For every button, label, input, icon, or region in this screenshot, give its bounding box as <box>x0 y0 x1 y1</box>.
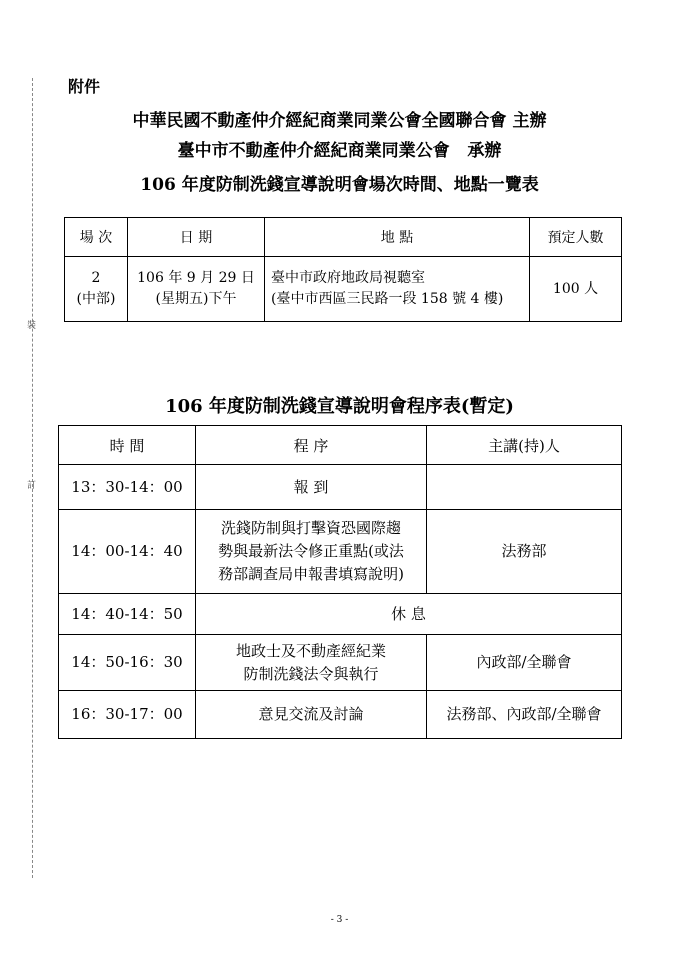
program-cell <box>196 510 427 594</box>
venue-name: 臺中市政府地政局視聽室 <box>271 270 425 286</box>
session-date: 106 年 9 月 29 日 <box>137 270 255 286</box>
program-title: 106 年度防制洗錢宣導說明會程序表(暫定) <box>165 396 514 417</box>
session-weekday-time: (星期五)下午 <box>155 291 237 307</box>
co-organizer-heading: 臺中市不動產仲介經紀商業同業公會 承辦 <box>177 141 502 161</box>
page-number: - 3 - <box>330 915 349 925</box>
schedule-row <box>65 257 622 322</box>
program-cell: 報 到 <box>196 465 427 510</box>
time-cell: 14：50-16：30 <box>59 635 196 691</box>
header-time: 時 間 <box>59 426 196 465</box>
location-cell <box>265 257 530 322</box>
session-number: 2 <box>91 270 101 286</box>
time-cell: 14：00-14：40 <box>59 510 196 594</box>
date-cell <box>128 257 265 322</box>
session-region: (中部) <box>76 291 116 307</box>
program-cell: 意見交流及討論 <box>196 691 427 739</box>
program-line: 地政士及不動產經紀業 <box>235 641 386 660</box>
venue-address: (臺中市西區三民路一段 158 號 4 樓) <box>271 291 504 307</box>
attachment-label: 附件 <box>68 77 101 96</box>
schedule-table <box>64 217 622 322</box>
schedule-title: 106 年度防制洗錢宣導說明會場次時間、地點一覽表 <box>140 175 539 195</box>
speaker-cell <box>427 465 622 510</box>
speaker-cell: 內政部/全聯會 <box>427 635 622 691</box>
table-row <box>59 691 622 739</box>
table-row <box>59 510 622 594</box>
session-cell <box>65 257 128 322</box>
table-row <box>59 594 622 635</box>
break-cell: 休 息 <box>196 594 622 635</box>
header-session: 場 次 <box>65 218 128 257</box>
time-cell: 14：40-14：50 <box>59 594 196 635</box>
binding-mark-bottom: 訂 <box>27 481 37 491</box>
header-speaker: 主講(持)人 <box>427 426 622 465</box>
capacity-cell: 100 人 <box>530 257 622 322</box>
program-cell <box>196 635 427 691</box>
program-table <box>58 425 622 739</box>
program-header-row <box>59 426 622 465</box>
table-row <box>59 635 622 691</box>
time-cell: 13：30-14：00 <box>59 465 196 510</box>
header-date: 日 期 <box>128 218 265 257</box>
header-program: 程 序 <box>196 426 427 465</box>
program-line: 勢與最新法令修正重點(或法 <box>218 542 404 560</box>
program-line: 防制洗錢法令與執行 <box>243 664 379 683</box>
program-line: 洗錢防制與打擊資恐國際趨 <box>220 519 401 537</box>
table-row <box>59 465 622 510</box>
binding-mark-top: 裝 <box>27 321 37 331</box>
schedule-header-row <box>65 218 622 257</box>
speaker-cell: 法務部、內政部/全聯會 <box>427 691 622 739</box>
program-line: 務部調查局申報書填寫說明) <box>218 565 404 583</box>
organizer-heading: 中華民國不動產仲介經紀商業同業公會全國聯合會 主辦 <box>132 111 547 131</box>
speaker-cell: 法務部 <box>427 510 622 594</box>
header-location: 地 點 <box>265 218 530 257</box>
time-cell: 16：30-17：00 <box>59 691 196 739</box>
header-capacity: 預定人數 <box>530 218 622 257</box>
